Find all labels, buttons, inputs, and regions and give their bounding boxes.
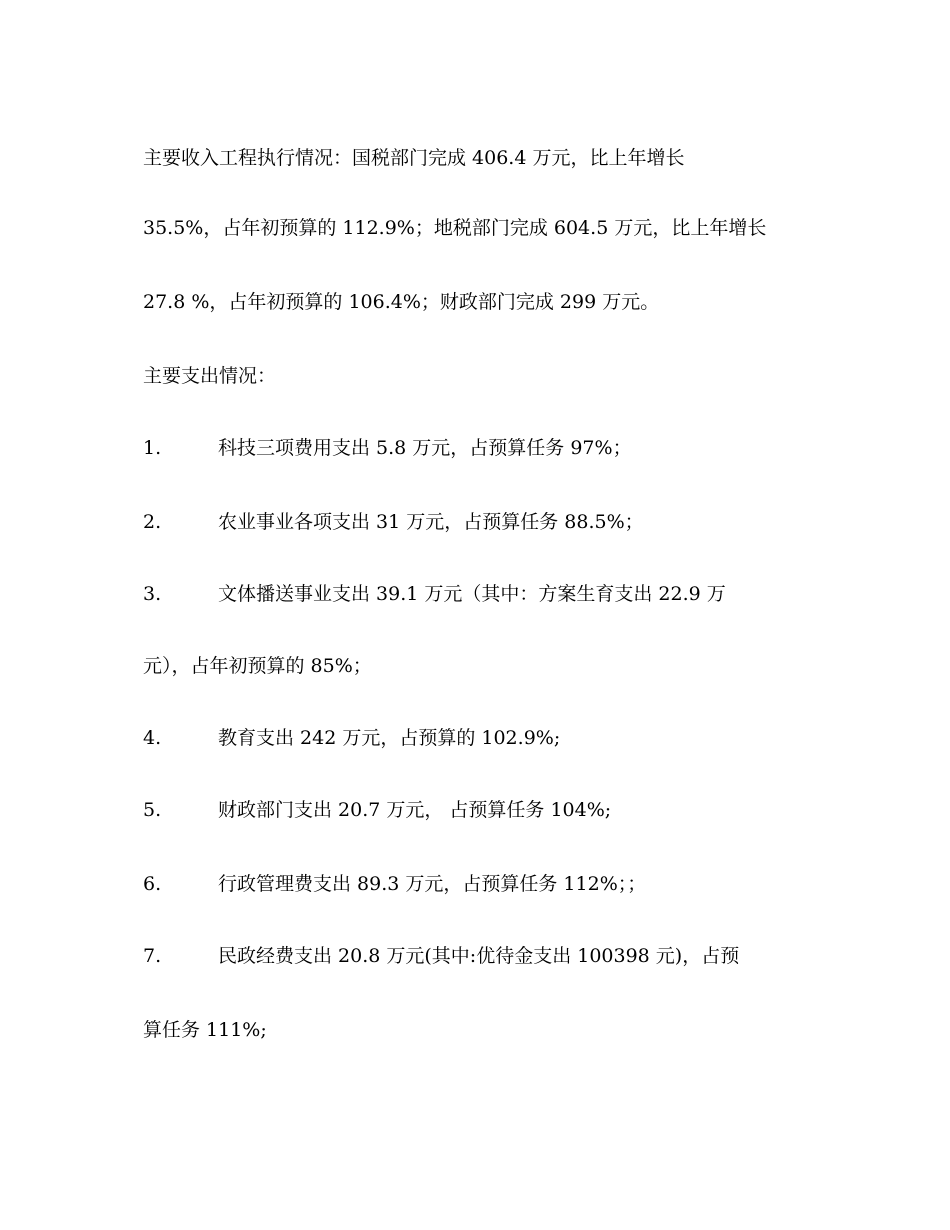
list-item-number: 5. [143, 799, 162, 821]
list-item [143, 798, 611, 822]
list-item [143, 510, 644, 534]
paragraph-expenditure-heading: 主要支出情况： [143, 365, 277, 387]
list-item [143, 582, 726, 606]
list-item-text: 文体播送事业支出 39.1 万元（其中：方案生育支出 22.9 万 [218, 583, 726, 605]
list-item [143, 726, 560, 750]
list-item [143, 872, 646, 896]
paragraph-income-3: 27.8 %，占年初预算的 106.4%；财政部门完成 299 万元。 [143, 291, 660, 313]
paragraph-income-1: 主要收入工程执行情况：国税部门完成 406.4 万元，比上年增长 [143, 147, 685, 169]
list-item-number: 6. [143, 873, 162, 895]
list-item-number: 1. [143, 437, 162, 459]
list-item-number: 2. [143, 511, 162, 533]
list-item-text: 民政经费支出 20.8 万元(其中:优待金支出 100398 元)，占预 [218, 945, 740, 967]
list-item [143, 436, 632, 460]
list-item-text: 财政部门支出 20.7 万元， 占预算任务 104%; [218, 799, 612, 821]
list-item-text: 行政管理费支出 89.3 万元，占预算任务 112%；； [218, 873, 647, 895]
list-item-continuation: 算任务 111%; [143, 1019, 267, 1041]
list-item-text: 农业事业各项支出 31 万元，占预算任务 88.5%； [218, 511, 644, 533]
list-item-number: 7. [143, 945, 162, 967]
list-item-text: 科技三项费用支出 5.8 万元，占预算任务 97%； [218, 437, 632, 459]
list-item-number: 4. [143, 727, 162, 749]
list-item-number: 3. [143, 583, 162, 605]
list-item-continuation: 元），占年初预算的 85%； [143, 655, 372, 677]
list-item [143, 944, 739, 968]
paragraph-income-2: 35.5%，占年初预算的 112.9%；地税部门完成 604.5 万元，比上年增长 [143, 217, 767, 239]
list-item-text: 教育支出 242 万元，占预算的 102.9%; [218, 727, 561, 749]
